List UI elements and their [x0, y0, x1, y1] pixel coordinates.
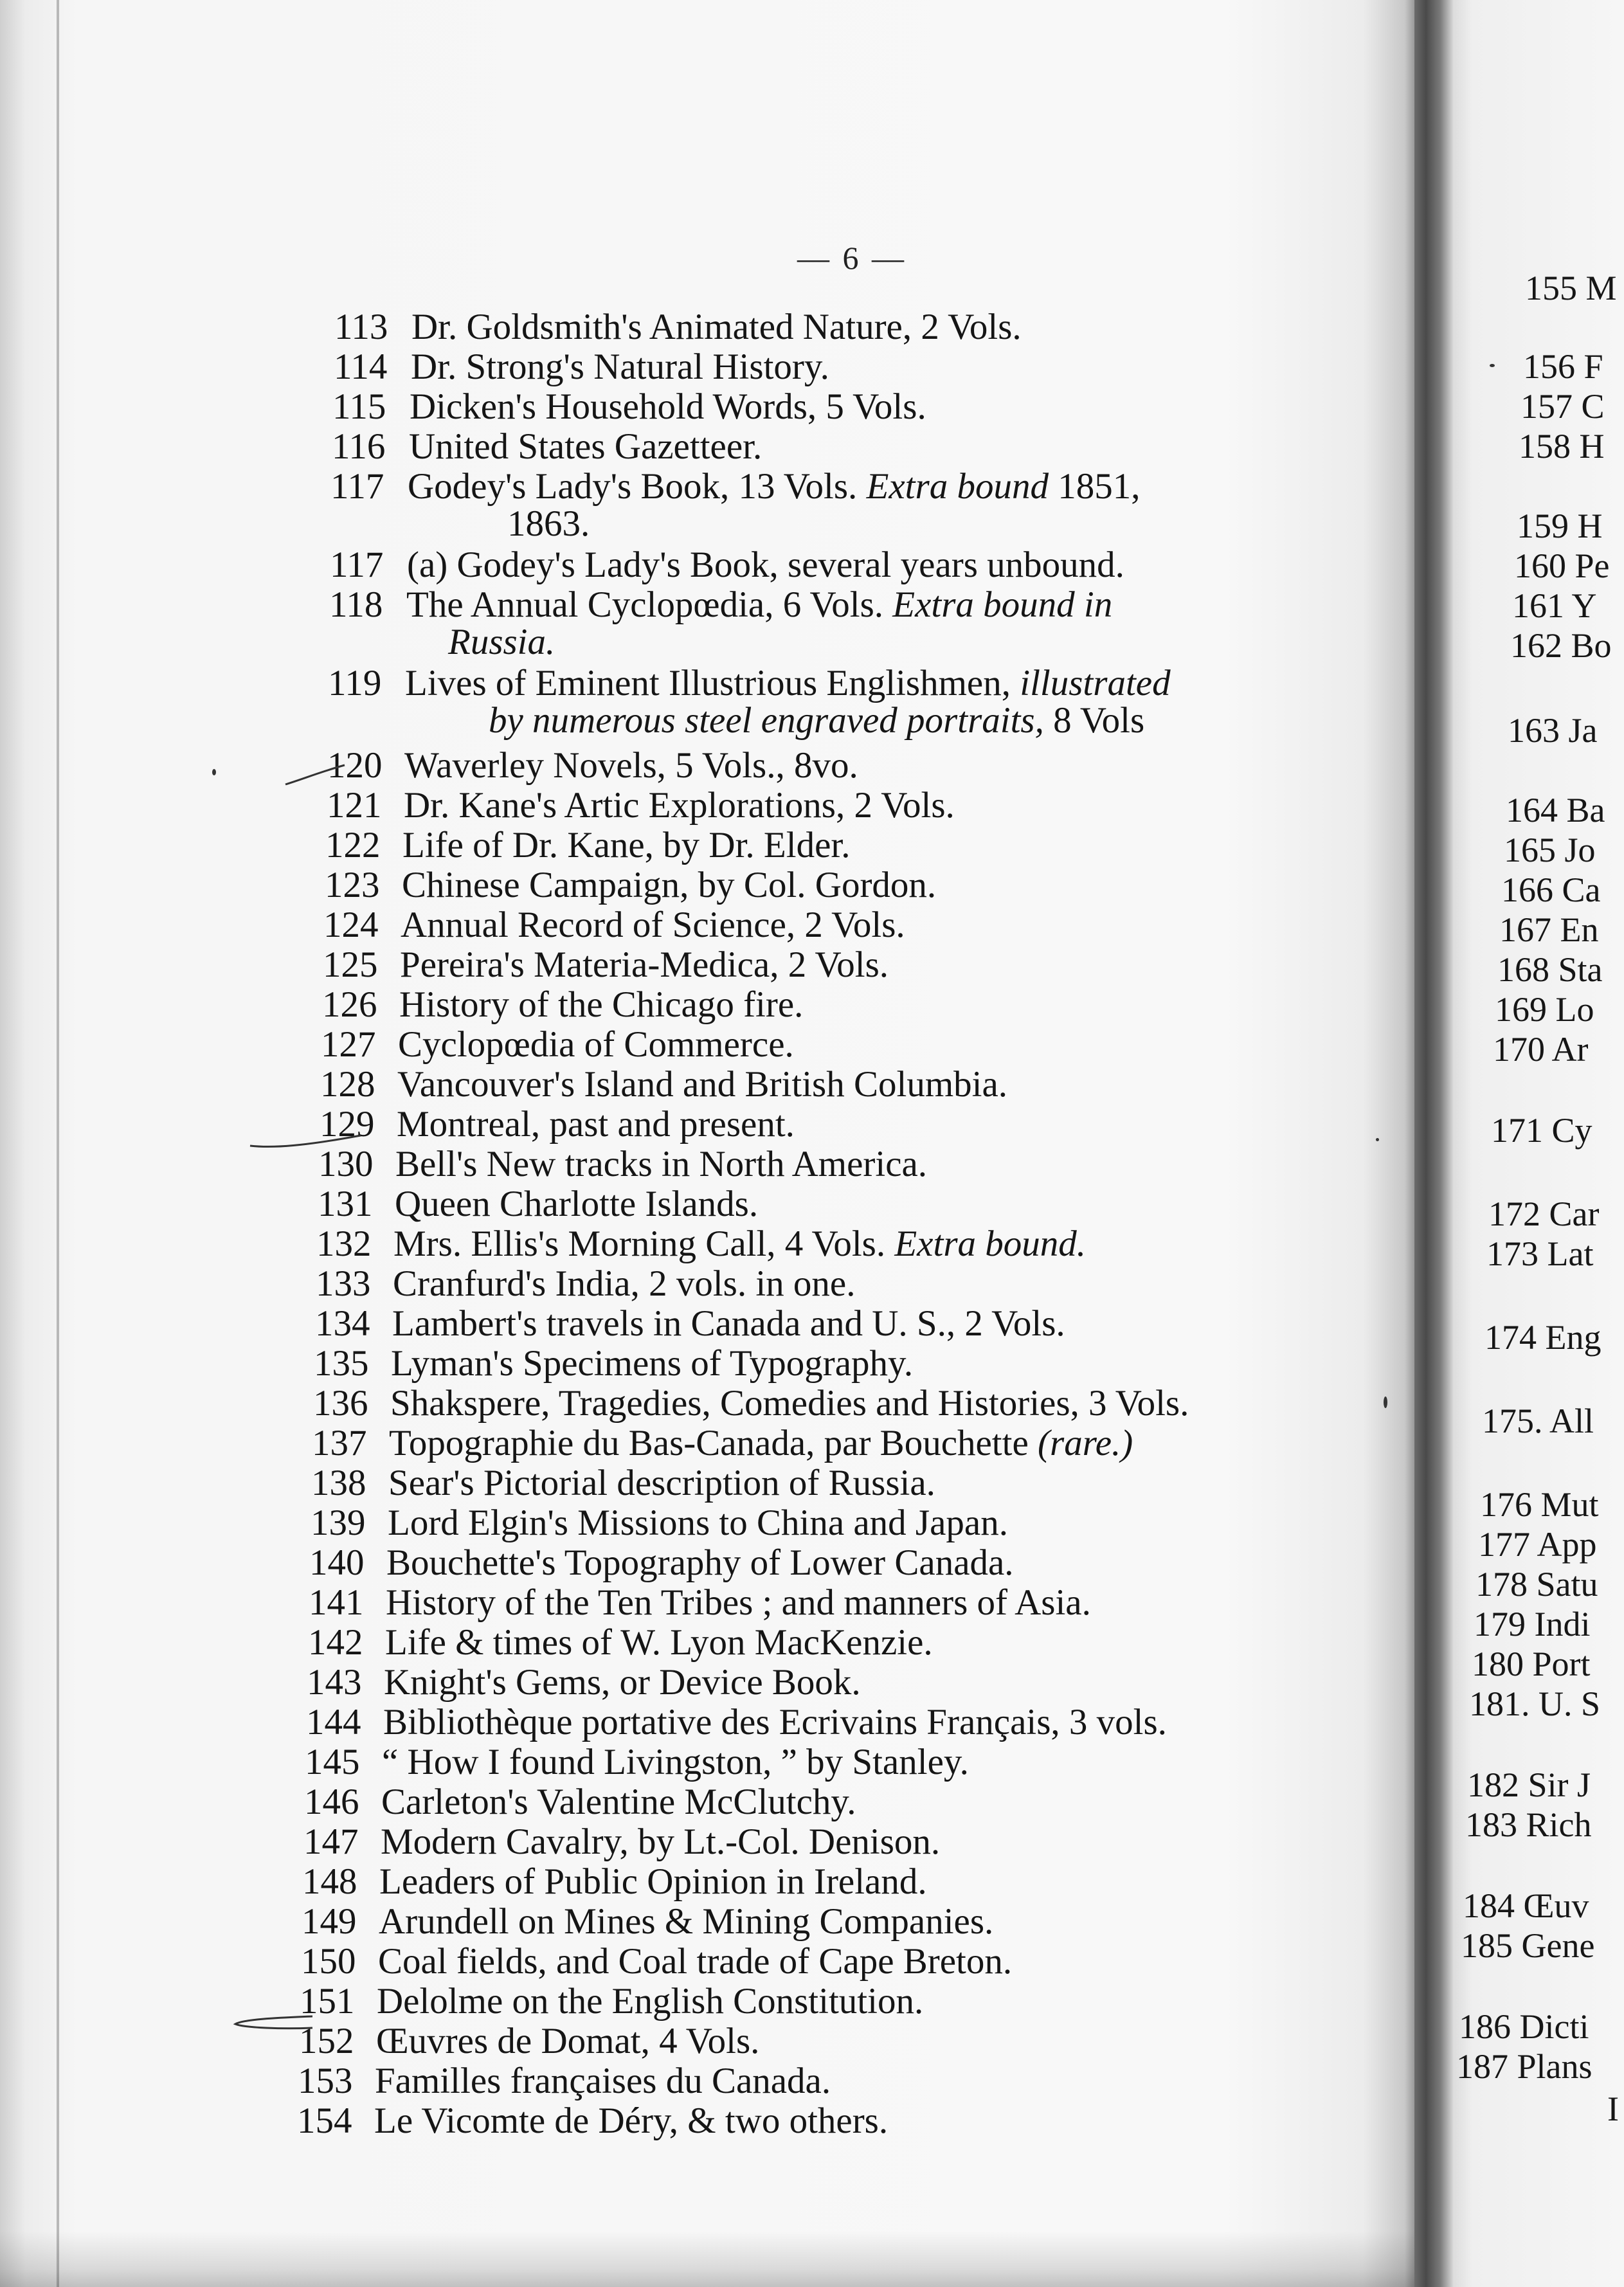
entry-number: 144	[306, 1702, 361, 1742]
ink-speck	[1490, 364, 1495, 367]
catalogue-entry	[332, 427, 762, 467]
catalogue-entry	[316, 1264, 856, 1304]
entry-number: 135	[314, 1343, 369, 1384]
next-page-entry-fragment: 163 Ja	[1508, 711, 1598, 750]
entry-title: Queen Charlotte Islands.	[395, 1184, 759, 1224]
entry-title: “ How I found Livingston, ” by Stanley.	[382, 1742, 969, 1782]
entry-number: 150	[301, 1941, 356, 1982]
catalogue-entry	[330, 545, 1124, 585]
book-gutter	[1414, 0, 1453, 2287]
next-page-entry-fragment: 180 Port	[1472, 1645, 1591, 1683]
entry-title: Lord Elgin's Missions to China and Japan.	[388, 1503, 1008, 1543]
page-edge-shadow	[57, 0, 59, 2287]
entry-title: Dicken's Household Words, 5 Vols.	[410, 386, 926, 427]
catalogue-entry	[301, 1942, 1012, 1982]
catalogue-entry	[329, 585, 1112, 625]
page-bottom-shadow	[0, 2231, 1414, 2287]
entry-title: Lives of Eminent Illustrious Englishmen,	[405, 663, 1011, 703]
entry-title: Mrs. Ellis's Morning Call, 4 Vols.	[393, 1224, 886, 1264]
entry-title: Leaders of Public Opinion in Ireland.	[379, 1861, 927, 1902]
pencil-mark-151	[231, 2011, 315, 2037]
entry-number: 134	[315, 1303, 370, 1344]
entry-title: Lambert's travels in Canada and U. S., 2 Vols.	[392, 1303, 1065, 1344]
next-page-entry-fragment: 179 Indi	[1474, 1605, 1591, 1643]
entry-title: History of the Ten Tribes ; and manners of Asia.	[386, 1582, 1091, 1623]
entry-title: Life of Dr. Kane, by Dr. Elder.	[402, 825, 851, 865]
catalogue-entry	[302, 1862, 927, 1902]
next-page-entry-fragment: 156 F	[1523, 347, 1603, 386]
entry-title: Dr. Strong's Natural History.	[411, 347, 829, 387]
entry-title: (a) Godey's Lady's Book, several years unbound.	[407, 545, 1124, 585]
next-page-entry-fragment: I	[1607, 2090, 1619, 2128]
entry-title: Lyman's Specimens of Typography.	[391, 1343, 914, 1384]
next-page-entry-fragment: 177 App	[1478, 1525, 1597, 1564]
entry-title: Annual Record of Science, 2 Vols.	[401, 905, 905, 945]
catalogue-entry	[327, 746, 858, 786]
entry-number: 148	[302, 1861, 357, 1902]
catalogue-entry	[303, 1822, 940, 1862]
entry-number: 153	[298, 2061, 353, 2101]
entry-title: Montreal, past and present.	[397, 1104, 795, 1144]
entry-title: Bibliothèque portative des Ecrivains Français, 3 vols.	[383, 1702, 1167, 1742]
catalogue-entry	[302, 1902, 993, 1942]
next-page-entry-fragment: 162 Bo	[1510, 626, 1612, 665]
entry-title: Godey's Lady's Book, 13 Vols.	[408, 466, 858, 507]
entry-title: Carleton's Valentine McClutchy.	[381, 1782, 856, 1822]
entry-number: 120	[327, 745, 383, 786]
next-page-entry-fragment: 176 Mut	[1480, 1485, 1599, 1524]
catalogue-entry	[297, 2101, 888, 2141]
entry-number: 116	[332, 426, 386, 467]
entry-number: 117	[330, 545, 384, 585]
entry-title: Modern Cavalry, by Lt.-Col. Denison.	[381, 1821, 941, 1862]
entry-number: 140	[309, 1542, 365, 1583]
entry-number: 143	[307, 1662, 362, 1703]
entry-title: Familles françaises du Canada.	[375, 2061, 831, 2101]
pencil-mark-129	[248, 1126, 363, 1152]
next-page-entry-fragment: 182 Sir J	[1467, 1766, 1591, 1804]
catalogue-entry	[313, 1384, 1189, 1424]
catalogue-entry	[327, 786, 955, 826]
entry-binding-note: (rare.)	[1038, 1423, 1133, 1463]
next-page-entry-fragment: 186 Dicti	[1459, 2007, 1589, 2046]
next-page-entry-fragment: 183 Rich	[1465, 1805, 1592, 1844]
catalogue-entry	[311, 1503, 1008, 1543]
entry-number: 126	[322, 984, 377, 1025]
catalogue-entry	[328, 664, 1171, 703]
next-page-entry-fragment: 161 Y	[1512, 586, 1597, 625]
entry-title: History of the Chicago fire.	[399, 984, 804, 1025]
entry-number: 136	[313, 1383, 368, 1424]
entry-title: Arundell on Mines & Mining Companies.	[379, 1901, 994, 1942]
next-page-entry-fragment: 169 Lo	[1495, 990, 1594, 1029]
catalogue-entry	[311, 1463, 935, 1503]
catalogue-entry	[332, 387, 926, 427]
entry-title: Pereira's Materia-Medica, 2 Vols.	[400, 945, 889, 985]
entry-continuation-italic: by numerous steel engraved portraits,	[489, 700, 1044, 741]
entry-number: 115	[332, 386, 386, 427]
catalogue-entry	[320, 1105, 795, 1144]
catalogue-entry	[323, 945, 889, 985]
catalogue-entry	[304, 1782, 856, 1822]
entry-number: 137	[312, 1423, 367, 1463]
next-page-entry-fragment: 166 Ca	[1501, 871, 1601, 909]
entry-number: 127	[321, 1024, 376, 1065]
entry-title: Chinese Campaign, by Col. Gordon.	[402, 865, 937, 905]
entry-title: Life & times of W. Lyon MacKenzie.	[385, 1622, 933, 1663]
entry-number: 145	[305, 1742, 360, 1782]
catalogue-entry	[298, 2061, 831, 2101]
next-page-entry-fragment: 187 Plans	[1456, 2047, 1592, 2086]
entry-number: 129	[320, 1104, 375, 1144]
next-page-entry-fragment: 157 C	[1520, 387, 1605, 426]
entry-title: Cyclopœdia of Commerce.	[398, 1024, 794, 1065]
next-page-entry-fragment: 164 Ba	[1506, 791, 1605, 829]
ink-speck	[1376, 1138, 1379, 1141]
entry-binding-note: illustrated	[1020, 663, 1171, 703]
entry-title: Waverley Novels, 5 Vols., 8vo.	[404, 745, 858, 786]
entry-continuation-text: 1863.	[507, 503, 590, 544]
catalogue-entry	[305, 1742, 969, 1782]
entry-number: 138	[311, 1463, 366, 1503]
entry-title: Cranfurd's India, 2 vols. in one.	[393, 1263, 856, 1304]
entry-number: 132	[316, 1224, 372, 1264]
ink-speck	[1384, 1397, 1387, 1408]
entry-number: 130	[318, 1144, 374, 1184]
catalogue-entry	[322, 985, 803, 1025]
next-page-entry-fragment: 167 En	[1499, 910, 1599, 949]
next-page-entry-fragment: 181. U. S	[1469, 1685, 1601, 1723]
catalogue-entry	[314, 1344, 913, 1384]
entry-volume-count: 8 Vols	[1043, 700, 1145, 741]
catalogue-entry-continuation	[507, 504, 590, 544]
catalogue-entry	[315, 1304, 1065, 1344]
entry-title: Knight's Gems, or Device Book.	[384, 1662, 861, 1703]
ink-speck	[212, 769, 216, 775]
entry-number: 125	[323, 945, 378, 985]
entry-title: Œuvres de Domat, 4 Vols.	[376, 2021, 760, 2061]
entry-title: Bell's New tracks in North America.	[395, 1144, 928, 1184]
entry-number: 141	[309, 1582, 364, 1623]
catalogue-entry-continuation	[489, 701, 1144, 741]
next-page-entry-fragment: 155 M	[1525, 269, 1617, 307]
entry-number: 123	[325, 865, 380, 905]
entry-title: Dr. Goldsmith's Animated Nature, 2 Vols.	[411, 307, 1022, 347]
next-page-entry-fragment: 174 Eng	[1484, 1318, 1601, 1357]
next-page-entry-fragment: 173 Lat	[1486, 1234, 1594, 1273]
entry-number: 124	[323, 905, 379, 945]
catalogue-entry	[323, 905, 905, 945]
catalogue-entry	[316, 1224, 1086, 1264]
entry-number: 149	[302, 1901, 357, 1942]
entry-number: 113	[334, 307, 388, 347]
entry-number: 142	[308, 1622, 363, 1663]
entry-number: 151	[300, 1981, 355, 2021]
catalogue-entry	[307, 1663, 861, 1703]
entry-number: 118	[329, 584, 383, 625]
next-page-entry-fragment: 178 Satu	[1475, 1565, 1598, 1604]
entry-number: 119	[328, 663, 382, 703]
catalogue-entry	[321, 1025, 794, 1065]
catalogue-entry	[325, 865, 936, 905]
entry-number: 133	[316, 1263, 371, 1304]
entry-title: Shakspere, Tragedies, Comedies and Histories, 3 Vols.	[390, 1383, 1189, 1424]
entry-binding-note: Extra bound	[866, 466, 1049, 507]
entry-number: 128	[320, 1064, 375, 1105]
entry-number: 117	[330, 466, 384, 507]
entry-title: United States Gazetteer.	[409, 426, 762, 467]
catalogue-entry	[309, 1583, 1091, 1623]
catalogue-entry	[300, 1982, 923, 2021]
entry-years: 1851,	[1048, 466, 1141, 507]
entry-title: Le Vicomte de Déry, & two others.	[374, 2101, 889, 2141]
next-page-entry-fragment: 158 H	[1519, 427, 1605, 466]
next-page-entry-fragment: 165 Jo	[1504, 831, 1596, 869]
entry-number: 147	[303, 1821, 359, 1862]
catalogue-entry-continuation	[448, 622, 555, 662]
entry-title: Dr. Kane's Artic Explorations, 2 Vols.	[404, 785, 955, 826]
entry-number: 114	[334, 347, 388, 387]
next-page-entry-fragment: 172 Car	[1488, 1195, 1600, 1233]
pencil-mark-120	[283, 763, 347, 788]
catalogue-entry	[312, 1424, 1133, 1463]
catalogue-entry	[318, 1184, 758, 1224]
entry-title: Coal fields, and Coal trade of Cape Breton.	[378, 1941, 1013, 1982]
next-page-entry-fragment: 171 Cy	[1491, 1111, 1592, 1150]
catalogue-entry	[318, 1144, 927, 1184]
entry-number: 131	[318, 1184, 373, 1224]
next-page-entry-fragment: 184 Œuv	[1463, 1886, 1589, 1925]
entry-number: 152	[299, 2021, 354, 2061]
catalogue-entry	[325, 826, 850, 865]
next-page-entry-fragment: 170 Ar	[1493, 1030, 1589, 1069]
entry-title: Sear's Pictorial description of Russia.	[388, 1463, 935, 1503]
catalogue-entry	[334, 347, 829, 387]
catalogue-entry	[306, 1703, 1167, 1742]
entry-binding-note: Extra bound in	[892, 584, 1113, 625]
entry-title: Vancouver's Island and British Columbia.	[397, 1064, 1008, 1105]
entry-number: 139	[311, 1503, 366, 1543]
entry-number: 122	[325, 825, 381, 865]
entry-number: 154	[297, 2101, 352, 2141]
catalogue-entry	[334, 307, 1022, 347]
next-page-entry-fragment: 159 H	[1517, 507, 1603, 545]
entry-number: 146	[304, 1782, 359, 1822]
entry-title: Delolme on the English Constitution.	[377, 1981, 924, 2021]
catalogue-entry	[330, 467, 1140, 507]
entry-continuation-italic: Russia.	[448, 622, 555, 662]
next-page-entry-fragment: 160 Pe	[1514, 547, 1610, 585]
catalogue-entry	[308, 1623, 933, 1663]
catalogue-entry	[320, 1065, 1007, 1105]
entry-title: Bouchette's Topography of Lower Canada.	[386, 1542, 1014, 1583]
page-number: — 6 —	[797, 240, 907, 276]
next-page-entry-fragment: 168 Sta	[1497, 950, 1603, 989]
next-page-entry-fragment: 175. All	[1482, 1402, 1594, 1440]
catalogue-entry	[309, 1543, 1014, 1583]
entry-binding-note: Extra bound.	[894, 1224, 1086, 1264]
next-page-entry-fragment: 185 Gene	[1461, 1926, 1595, 1965]
catalogue-entry	[299, 2021, 759, 2061]
entry-number: 121	[327, 785, 382, 826]
entry-title: The Annual Cyclopœdia, 6 Vols.	[406, 584, 884, 625]
entry-title: Topographie du Bas-Canada, par Bouchette	[389, 1423, 1029, 1463]
